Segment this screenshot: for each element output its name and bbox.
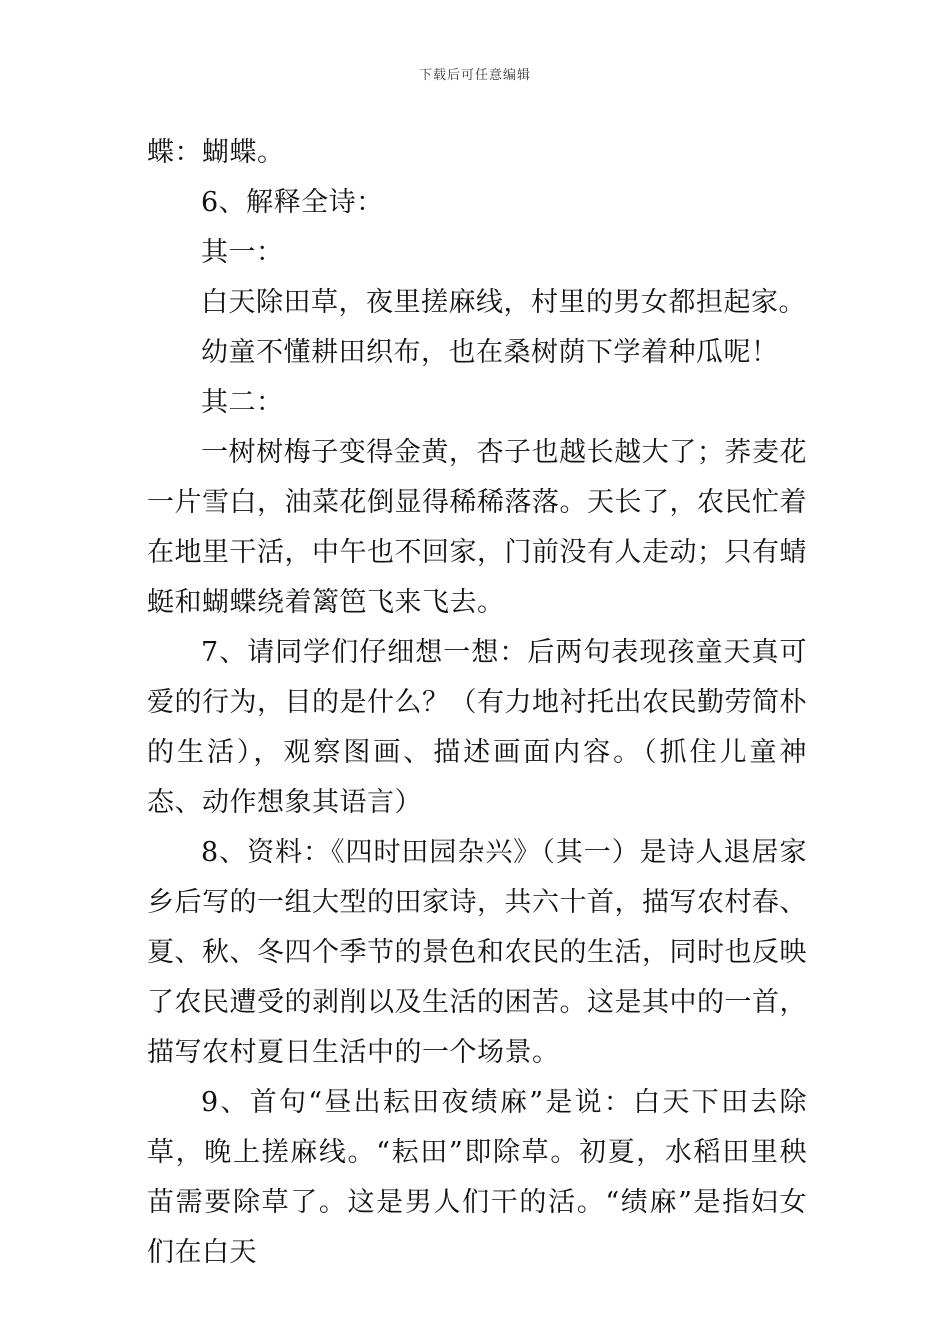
paragraph-poem-one-line-2: 幼童不懂耕田织布，也在桑树荫下学着种瓜呢！: [201, 337, 779, 368]
paragraph-butterfly-definition: 蝶：蝴蝶。: [147, 137, 285, 168]
document-body: [147, 128, 807, 1278]
paragraph-section-9: 9、首句“昼出耘田夜绩麻”是说：白天下田去除草，晚上搓麻线。“耘田”即除草。初夏，水稻田里秧苗需要除草了。这是男人们干的活。“绩麻”是指妇女们在白天: [147, 1087, 807, 1268]
paragraph-section-8: 8、资料：《四时田园杂兴》（其一）是诗人退居家乡后写的一组大型的田家诗，共六十首，描写农村春、夏、秋、冬四个季节的景色和农民的生活，同时也反映了农民遭受的剥削以及生活的困苦。这是其中的一首，描写农村夏日生活中的一个场景。: [147, 837, 807, 1068]
paragraph-section-6-heading: 6、解释全诗：: [201, 187, 384, 218]
paragraph-poem-one-line-1: 白天除田草，夜里搓麻线，村里的男女都担起家。: [201, 287, 806, 318]
paragraph-poem-two-label: 其二：: [201, 387, 284, 418]
paragraph-section-7: 7、请同学们仔细想一想：后两句表现孩童天真可爱的行为，目的是什么？（有力地衬托出农民勤劳简朴的生活），观察图画、描述画面内容。（抓住儿童神态、动作想象其语言）: [147, 637, 807, 818]
paragraph-poem-two-explanation: 一树树梅子变得金黄，杏子也越长越大了；荞麦花一片雪白，油菜花倒显得稀稀落落。天长了，农民忙着在地里干活，中午也不回家，门前没有人走动；只有蜻蜓和蝴蝶绕着篱笆飞来飞去。: [147, 437, 807, 618]
page-header-note: 下载后可任意编辑: [418, 68, 531, 83]
paragraph-poem-one-label: 其一：: [201, 237, 284, 268]
